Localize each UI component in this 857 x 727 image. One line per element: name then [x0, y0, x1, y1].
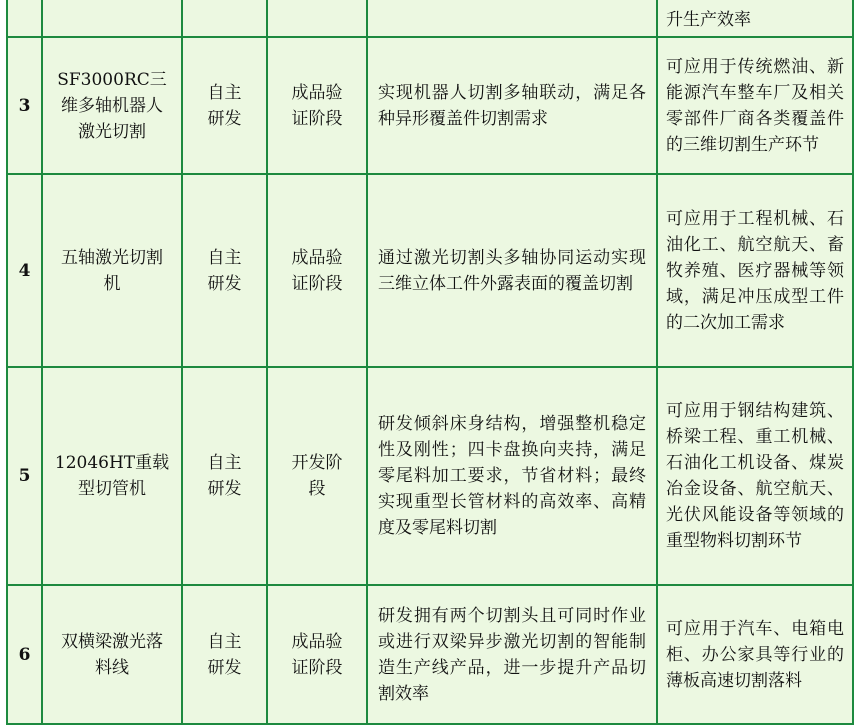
content-cell: 研发倾斜床身结构，增强整机稳定性及刚性；四卡盘换向夹持，满足零尾料加工要求，节省材料；最终实现重型长管材料的高效率、高精度及零尾料切割 [367, 367, 657, 585]
development-mode-cell: 自主研发 [182, 174, 267, 367]
development-mode-cell: 自主研发 [182, 37, 267, 174]
product-name-cell: 12046HT重载型切管机 [42, 367, 182, 585]
content-cell: 研发拥有两个切割头且可同时作业或进行双梁异步激光切割的智能制造生产线产品，进一步提升产品切割效率 [367, 585, 657, 724]
application-cell: 升生产效率 [657, 0, 853, 37]
table-row [7, 367, 853, 585]
row-number-cell: 4 [7, 174, 42, 367]
row-number-cell: 5 [7, 367, 42, 585]
product-name-cell [42, 0, 182, 37]
stage-cell: 成品验证阶段 [267, 174, 367, 367]
development-mode-cell [182, 0, 267, 37]
table-row [7, 37, 853, 174]
table-row [7, 174, 853, 367]
development-mode-cell: 自主研发 [182, 367, 267, 585]
application-cell: 可应用于钢结构建筑、桥梁工程、重工机械、石油化工机设备、煤炭冶金设备、航空航天、光伏风能设备等领域的重型物料切割环节 [657, 367, 853, 585]
application-cell: 可应用于汽车、电箱电柜、办公家具等行业的薄板高速切割落料 [657, 585, 853, 724]
table-row-continued [7, 0, 853, 37]
stage-cell [267, 0, 367, 37]
stage-cell: 成品验证阶段 [267, 585, 367, 724]
row-number-cell: 3 [7, 37, 42, 174]
application-cell: 可应用于工程机械、石油化工、航空航天、畜牧养殖、医疗器械等领域，满足冲压成型工件的二次加工需求 [657, 174, 853, 367]
stage-cell: 成品验证阶段 [267, 37, 367, 174]
product-rnd-table [6, 0, 854, 725]
content-cell: 实现机器人切割多轴联动，满足各种异形覆盖件切割需求 [367, 37, 657, 174]
row-number-cell: 6 [7, 585, 42, 724]
content-cell [367, 0, 657, 37]
product-name-cell: 双横梁激光落料线 [42, 585, 182, 724]
development-mode-cell: 自主研发 [182, 585, 267, 724]
table-row [7, 585, 853, 724]
row-number-cell [7, 0, 42, 37]
product-name-cell: 五轴激光切割机 [42, 174, 182, 367]
stage-cell: 开发阶段 [267, 367, 367, 585]
product-name-cell: SF3000RC三维多轴机器人激光切割 [42, 37, 182, 174]
content-cell: 通过激光切割头多轴协同运动实现三维立体工件外露表面的覆盖切割 [367, 174, 657, 367]
application-cell: 可应用于传统燃油、新能源汽车整车厂及相关零部件厂商各类覆盖件的三维切割生产环节 [657, 37, 853, 174]
